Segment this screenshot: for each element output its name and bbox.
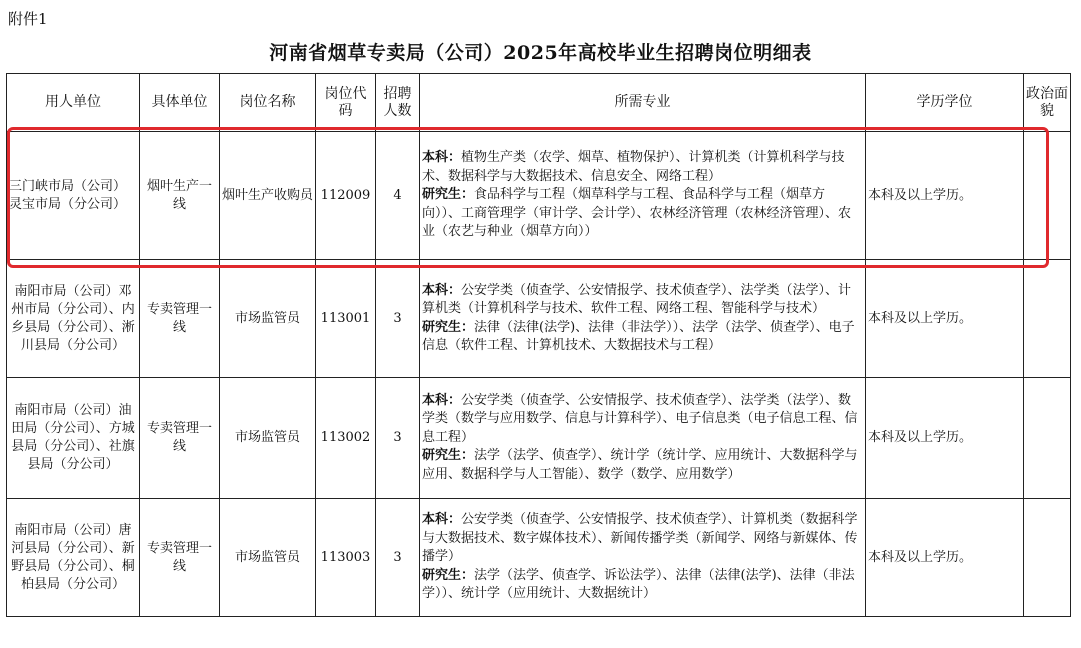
major-cell	[420, 499, 866, 617]
grad-majors: 法律（法律(法学)、法律（非法学））、法学（法学、侦查学）、电子信息（软件工程、计算机技术、大数据技术与工程）	[422, 319, 855, 353]
employer-cell: 三门峡市局（公司）灵宝市局（分公司）	[7, 132, 140, 260]
grad-majors: 法学（法学、侦查学）、统计学（统计学、应用统计、大数据科学与应用、数据科学与人工智能）、数学（数学、应用数学）	[422, 448, 858, 482]
employer-cell: 南阳市局（公司）邓州市局（分公司）、内乡县局（分公司）、淅川县局（分公司）	[7, 260, 140, 378]
grad-label: 研究生：	[422, 187, 475, 203]
table-row	[7, 499, 1071, 617]
undergrad-label: 本科：	[422, 392, 462, 408]
code-cell: 113002	[316, 378, 376, 499]
education-cell: 本科及以上学历。	[866, 378, 1024, 499]
code-cell: 113003	[316, 499, 376, 617]
undergrad-majors: 植物生产类（农学、烟草、植物保护）、计算机类（计算机科学与技术、数据科学与大数据技术、信息安全、网络工程）	[422, 150, 845, 184]
header-count: 招聘人数	[376, 74, 420, 132]
count-cell: 3	[376, 260, 420, 378]
major-cell	[420, 378, 866, 499]
grad-majors: 法学（法学、侦查学、诉讼法学）、法律（法律(法学)、法律（非法学））、统计学（应用统计、大数据统计）	[422, 567, 855, 602]
position-cell: 市场监管员	[220, 378, 316, 499]
count-cell: 4	[376, 132, 420, 260]
undergrad-label: 本科：	[422, 512, 462, 528]
education-cell: 本科及以上学历。	[866, 132, 1024, 260]
table-row	[7, 378, 1071, 499]
major-cell	[420, 132, 866, 260]
position-cell: 市场监管员	[220, 499, 316, 617]
count-cell: 3	[376, 499, 420, 617]
undergrad-majors: 公安学类（侦查学、公安情报学、技术侦查学）、法学类（法学）、数学类（数学与应用数学、信息与计算科学）、电子信息类（电子信息工程、信息工程）	[422, 392, 858, 445]
header-code: 岗位代码	[316, 74, 376, 132]
unit-cell: 专卖管理一线	[140, 260, 220, 378]
employer-cell: 南阳市局（公司）油田局（分公司）、方城县局（分公司）、社旗县局（分公司）	[7, 378, 140, 499]
political-cell	[1024, 378, 1071, 499]
header-unit: 具体单位	[140, 74, 220, 132]
recruitment-table	[6, 73, 1071, 617]
header-education: 学历学位	[866, 74, 1024, 132]
education-cell: 本科及以上学历。	[866, 260, 1024, 378]
undergrad-majors: 公安学类（侦查学、公安情报学、技术侦查学）、计算机类（数据科学与大数据技术、数字媒体技术）、新闻传播学类（新闻学、网络与新媒体、传播学）	[422, 512, 858, 565]
undergrad-label: 本科：	[422, 282, 462, 298]
political-cell	[1024, 260, 1071, 378]
unit-cell: 专卖管理一线	[140, 499, 220, 617]
undergrad-majors: 公安学类（侦查学、公安情报学、技术侦查学）、法学类（法学）、计算机类（计算机科学与技术、软件工程、网络工程、智能科学与技术）	[422, 282, 852, 316]
header-major: 所需专业	[420, 74, 866, 132]
employer-cell: 南阳市局（公司）唐河县局（分公司）、新野县局（分公司）、桐柏县局（分公司）	[7, 499, 140, 617]
grad-majors: 食品科学与工程（烟草科学与工程、食品科学与工程（烟草方向））、工商管理学（审计学、会计学）、农林经济管理（农林经济管理）、农业（农艺与种业（烟草方向））	[422, 187, 852, 240]
unit-cell: 专卖管理一线	[140, 378, 220, 499]
position-cell: 市场监管员	[220, 260, 316, 378]
position-cell: 烟叶生产收购员	[220, 132, 316, 260]
header-row	[7, 74, 1071, 132]
grad-label: 研究生：	[422, 567, 475, 583]
code-cell: 113001	[316, 260, 376, 378]
political-cell	[1024, 132, 1071, 260]
table-row	[7, 260, 1071, 378]
page-title: 河南省烟草专卖局（公司）2025年高校毕业生招聘岗位明细表	[269, 42, 812, 64]
unit-cell: 烟叶生产一线	[140, 132, 220, 260]
grad-label: 研究生：	[422, 448, 475, 464]
grad-label: 研究生：	[422, 319, 475, 335]
count-cell: 3	[376, 378, 420, 499]
attachment-label: 附件1	[8, 10, 48, 28]
header-position: 岗位名称	[220, 74, 316, 132]
undergrad-label: 本科：	[422, 150, 462, 166]
table-row	[7, 132, 1071, 260]
header-political: 政治面貌	[1024, 74, 1071, 132]
major-cell	[420, 260, 866, 378]
political-cell	[1024, 499, 1071, 617]
code-cell: 112009	[316, 132, 376, 260]
header-employer: 用人单位	[7, 74, 140, 132]
education-cell: 本科及以上学历。	[866, 499, 1024, 617]
